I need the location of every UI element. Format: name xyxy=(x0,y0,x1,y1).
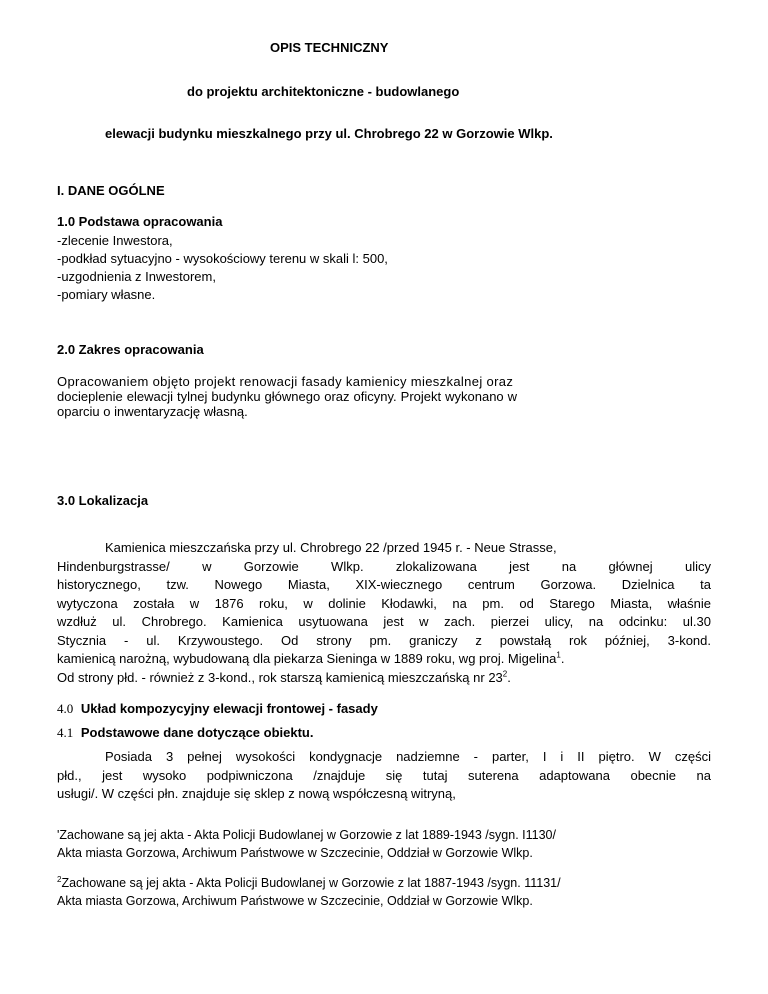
footnote-ref-1: 1 xyxy=(556,650,561,660)
scope-line: docieplenie elewacji tylnej budynku głównego oraz oficyny. Projekt wykonano w xyxy=(57,389,518,404)
basis-item: -uzgodnienia z Inwestorem, xyxy=(57,269,216,284)
location-paragraph xyxy=(57,539,711,687)
basic-data-line: usługi/. W części płn. znajduje się sklep z nową współczesną witryną, xyxy=(57,786,456,801)
basic-data-line: płd., jest wysoko podpiwniczona /znajduje się tutaj suterena adaptowana obecnie na xyxy=(57,767,711,783)
footnote-1 xyxy=(57,826,556,862)
document-object: elewacji budynku mieszkalnego przy ul. Chrobrego 22 w Gorzowie Wlkp. xyxy=(105,126,553,141)
basis-item: -zlecenie Inwestora, xyxy=(57,233,173,248)
basis-item: -pomiary własne. xyxy=(57,287,156,302)
footnote-text: Akta miasta Gorzowa, Archiwum Państwowe w Szczecinie, Oddział w Gorzowie Wlkp. xyxy=(57,894,533,908)
heading-number: 4.1 xyxy=(57,725,74,740)
footnote-text: Akta miasta Gorzowa, Archiwum Państwowe w Szczecinie, Oddział w Gorzowie Wlkp. xyxy=(57,846,533,860)
section-heading-general: I. DANE OGÓLNE xyxy=(57,183,165,198)
location-line: wytyczona została w 1876 roku, w dolinie Kłodawki, na pm. od Starego Miasta, właśnie xyxy=(57,595,711,611)
footnote-mark: 2 xyxy=(57,874,62,884)
location-line: kamienicą narożną, wybudowaną dla piekarza Sieninga w 1889 roku, wg proj. Migelina xyxy=(57,651,557,666)
location-line: Od strony płd. - również z 3-kond., rok starszą kamienicą mieszczańską nr 23 xyxy=(57,669,503,685)
document-subtitle: do projektu architektoniczne - budowlanego xyxy=(187,84,460,99)
heading-number: 4.0 xyxy=(57,701,74,716)
document-title: OPIS TECHNICZNY xyxy=(270,40,389,55)
heading-basis: 1.0 Podstawa opracowania xyxy=(57,214,223,229)
footnote-ref-2: 2 xyxy=(502,669,508,679)
footnote-2 xyxy=(57,874,561,910)
heading-basic-data xyxy=(57,725,314,741)
basis-item: -podkład sytuacyjno - wysokościowy terenu w skali l: 500, xyxy=(57,251,388,266)
heading-location: 3.0 Lokalizacja xyxy=(57,493,149,508)
location-period: . xyxy=(507,669,511,685)
location-line-with-footnote-2 xyxy=(57,669,711,688)
footnote-text: Zachowane są jej akta - Akta Policji Budowlanej w Gorzowie z lat 1889-1943 /sygn. I1130/ xyxy=(59,828,556,842)
scope-line: oparciu o inwentaryzację własną. xyxy=(57,404,248,419)
heading-text: Układ kompozycyjny elewacji frontowej - fasady xyxy=(80,701,378,716)
footnote-mark: ' xyxy=(57,828,60,842)
location-line: Kamienica mieszczańska przy ul. Chrobrego 22 /przed 1945 r. - Neue Strasse, xyxy=(105,540,557,555)
heading-text: Podstawowe dane dotyczące obiektu. xyxy=(80,725,314,740)
location-line-with-footnote-1 xyxy=(57,650,711,669)
location-line: wzdłuż ul. Chrobrego. Kamienica usytuowana jest w zach. pierzei ulicy, na odcinku: ul.30 xyxy=(57,614,711,629)
location-line: Stycznia - ul. Krzywoustego. Od strony pm. graniczy z powstałą rok później, 3-kond. xyxy=(57,632,711,648)
basic-data-line: Posiada 3 pełnej wysokości kondygnacje nadziemne - parter, I i II piętro. W części xyxy=(105,749,711,764)
footnote-text: Zachowane są jej akta - Akta Policji Budowlanej w Gorzowie z lat 1887-1943 /sygn. 11131/ xyxy=(61,876,561,890)
heading-scope: 2.0 Zakres opracowania xyxy=(57,342,204,357)
location-period: . xyxy=(560,651,565,666)
location-line: historycznego, tzw. Nowego Miasta, XIX-wiecznego centrum Gorzowa. Dzielnica ta xyxy=(57,577,711,592)
scope-line: Opracowaniem objęto projekt renowacji fasady kamienicy mieszkalnej oraz xyxy=(57,374,514,389)
basic-data-paragraph xyxy=(57,748,711,804)
location-line: Hindenburgstrasse/ w Gorzowie Wlkp. zlokalizowana jest na głównej ulicy xyxy=(57,558,711,574)
heading-composition xyxy=(57,701,378,717)
